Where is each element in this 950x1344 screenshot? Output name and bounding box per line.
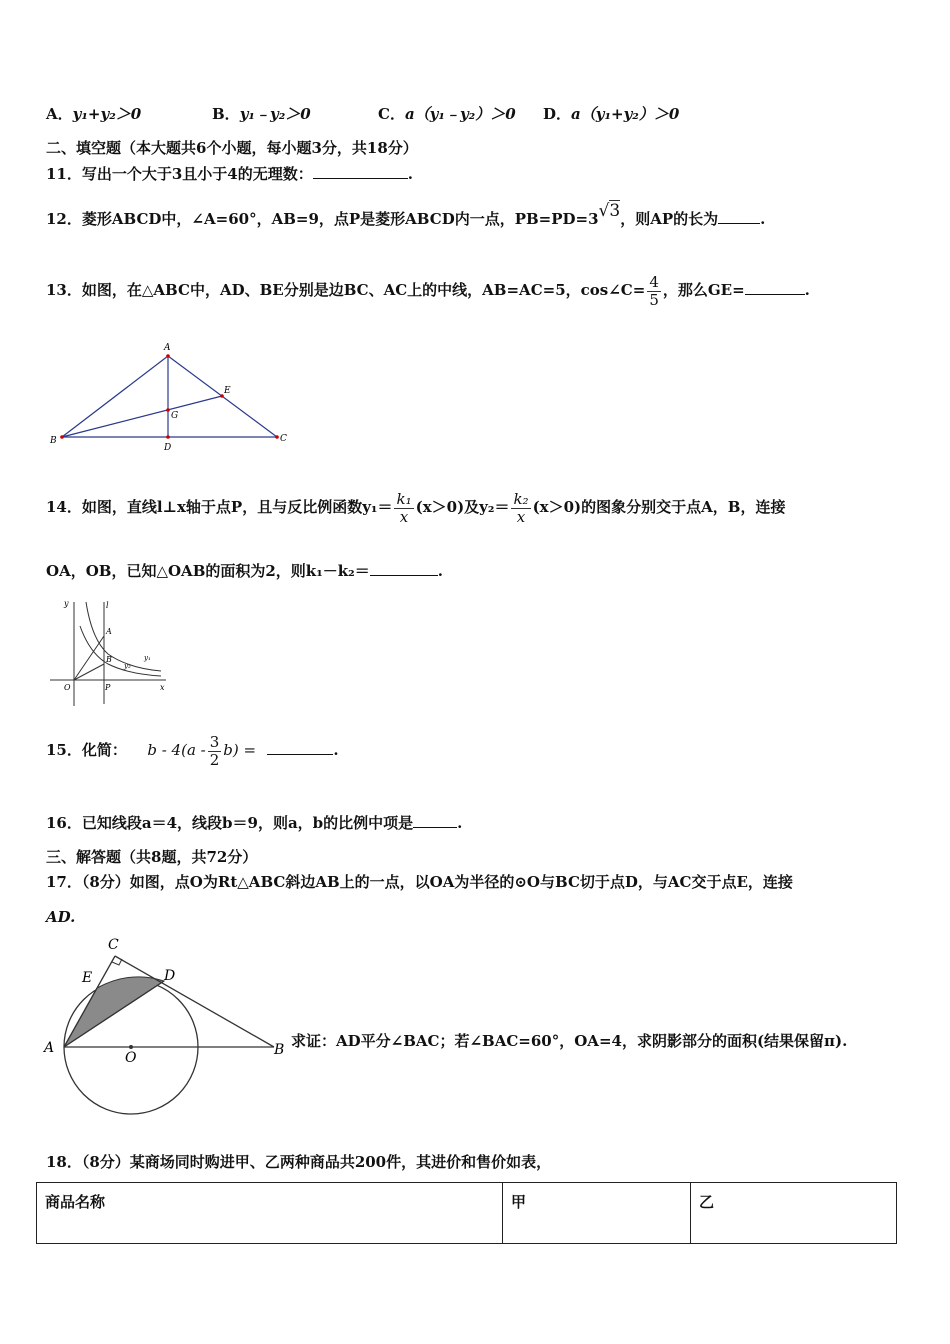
table-header-name: 商品名称 (37, 1183, 503, 1244)
fraction-k2-x: $\frac{\text{k₂}}{x}$ (513, 489, 529, 526)
table-row (37, 1183, 897, 1244)
figure-triangle-abc (46, 340, 306, 455)
label-y: y (64, 599, 69, 608)
table-header-yi: 乙 (691, 1183, 897, 1244)
question-11: 11．写出一个大于3且小于4的无理数： . (46, 165, 413, 183)
fraction-k1-x: $\frac{\text{k₁}}{x}$ (396, 489, 412, 526)
label-y2: y₂ (124, 662, 131, 670)
label-c: C (280, 434, 287, 444)
label-b: B (50, 436, 57, 446)
label-x: x (160, 683, 165, 692)
option-a: A．y₁+y₂＞0 (46, 105, 142, 123)
label-d: D (164, 443, 172, 453)
question-14-line1: 14．如图，直线l⊥x轴于点P，且与反比例函数y₁＝ $\frac{\text{k₁}}{x}$ (x＞0)及y₂＝ $\frac{\text{k₂}}{x}$ (x＞0)的图象分别交于点A，B，连接 (46, 489, 786, 526)
question-17-line2: AD. (46, 908, 76, 926)
question-18: 18．（8分）某商场同时购进甲、乙两种商品共200件，其进价和售价如表， (46, 1153, 552, 1171)
question-13: 13．如图，在△ABC中，AD、BE分别是边BC、AC上的中线，AB=AC=5，cos∠C= $\frac{4}{5}$ ，那么GE= . (46, 272, 810, 309)
label-y1: y₁ (144, 654, 151, 662)
answer-blank (718, 209, 760, 224)
segment-be (62, 396, 222, 437)
label-a: A (164, 343, 171, 353)
section3-title: 三、解答题（共8题，共72分） (46, 848, 258, 866)
point-g (166, 408, 170, 412)
point-a (166, 354, 170, 358)
point-o (129, 1045, 133, 1049)
answer-blank (745, 280, 805, 295)
option-b: B．y₁﹣y₂＞0 (212, 105, 311, 123)
curve-y2 (80, 626, 161, 676)
label-a: A (44, 1040, 55, 1056)
point-c (275, 435, 279, 439)
label-o: O (125, 1050, 137, 1066)
sqrt-expression: √3 (598, 201, 621, 221)
segment-ob (74, 664, 104, 680)
answer-blank (370, 561, 438, 576)
point-d (166, 435, 170, 439)
fraction-4-5: $\frac{4}{5}$ (649, 272, 659, 309)
option-c: C．a（y₁﹣y₂）＞0 (378, 105, 516, 123)
label-e: E (82, 970, 93, 986)
section2-title: 二、填空题（本大题共6个小题，每小题3分，共18分） (46, 139, 418, 157)
label-b: B (106, 655, 112, 664)
option-d: D．a（y₁+y₂）＞0 (543, 105, 680, 123)
label-l: l (106, 601, 109, 610)
question-17-line1: 17．（8分）如图，点O为Rt△ABC斜边AB上的一点，以OA为半径的⊙O与BC切于点D，与AC交于点E，连接 (46, 873, 793, 891)
answer-blank (413, 813, 457, 828)
answer-blank (267, 740, 333, 755)
fraction-3-2: $\frac{3}{2}$ (209, 732, 220, 769)
table-header-jia: 甲 (503, 1183, 691, 1244)
figure-circle-tangent (40, 934, 295, 1119)
answer-blank (313, 164, 408, 179)
segment-cb (115, 956, 274, 1047)
label-c: C (108, 937, 119, 953)
label-o: O (64, 683, 71, 692)
point-b (60, 435, 64, 439)
goods-price-table (36, 1182, 897, 1244)
vector-expression: b - 4(a - $\frac{3}{2}$ b) = (147, 732, 257, 769)
question-15: 15．化简： b - 4(a - $\frac{3}{2}$ b) = . (46, 732, 339, 769)
label-b: B (274, 1042, 285, 1058)
label-d: D (164, 968, 176, 984)
label-a: A (106, 627, 112, 636)
label-g: G (171, 411, 179, 421)
label-e: E (224, 386, 231, 396)
segment-ab (62, 356, 168, 437)
figure-inverse-proportion (46, 596, 171, 708)
question-14-line2: OA，OB，已知△OAB的面积为2，则k₁－k₂＝ . (46, 562, 443, 580)
question-17-task: 求证：AD平分∠BAC；若∠BAC=60°，OA=4，求阴影部分的面积(结果保留π). (291, 1032, 848, 1050)
question-16: 16．已知线段a＝4，线段b＝9，则a，b的比例中项是 . (46, 814, 463, 832)
question-12: 12．菱形ABCD中，∠A=60°，AB=9，点P是菱形ABCD内一点，PB=PD=3√3，则AP的长为 . (46, 201, 766, 228)
label-p: P (105, 683, 111, 692)
